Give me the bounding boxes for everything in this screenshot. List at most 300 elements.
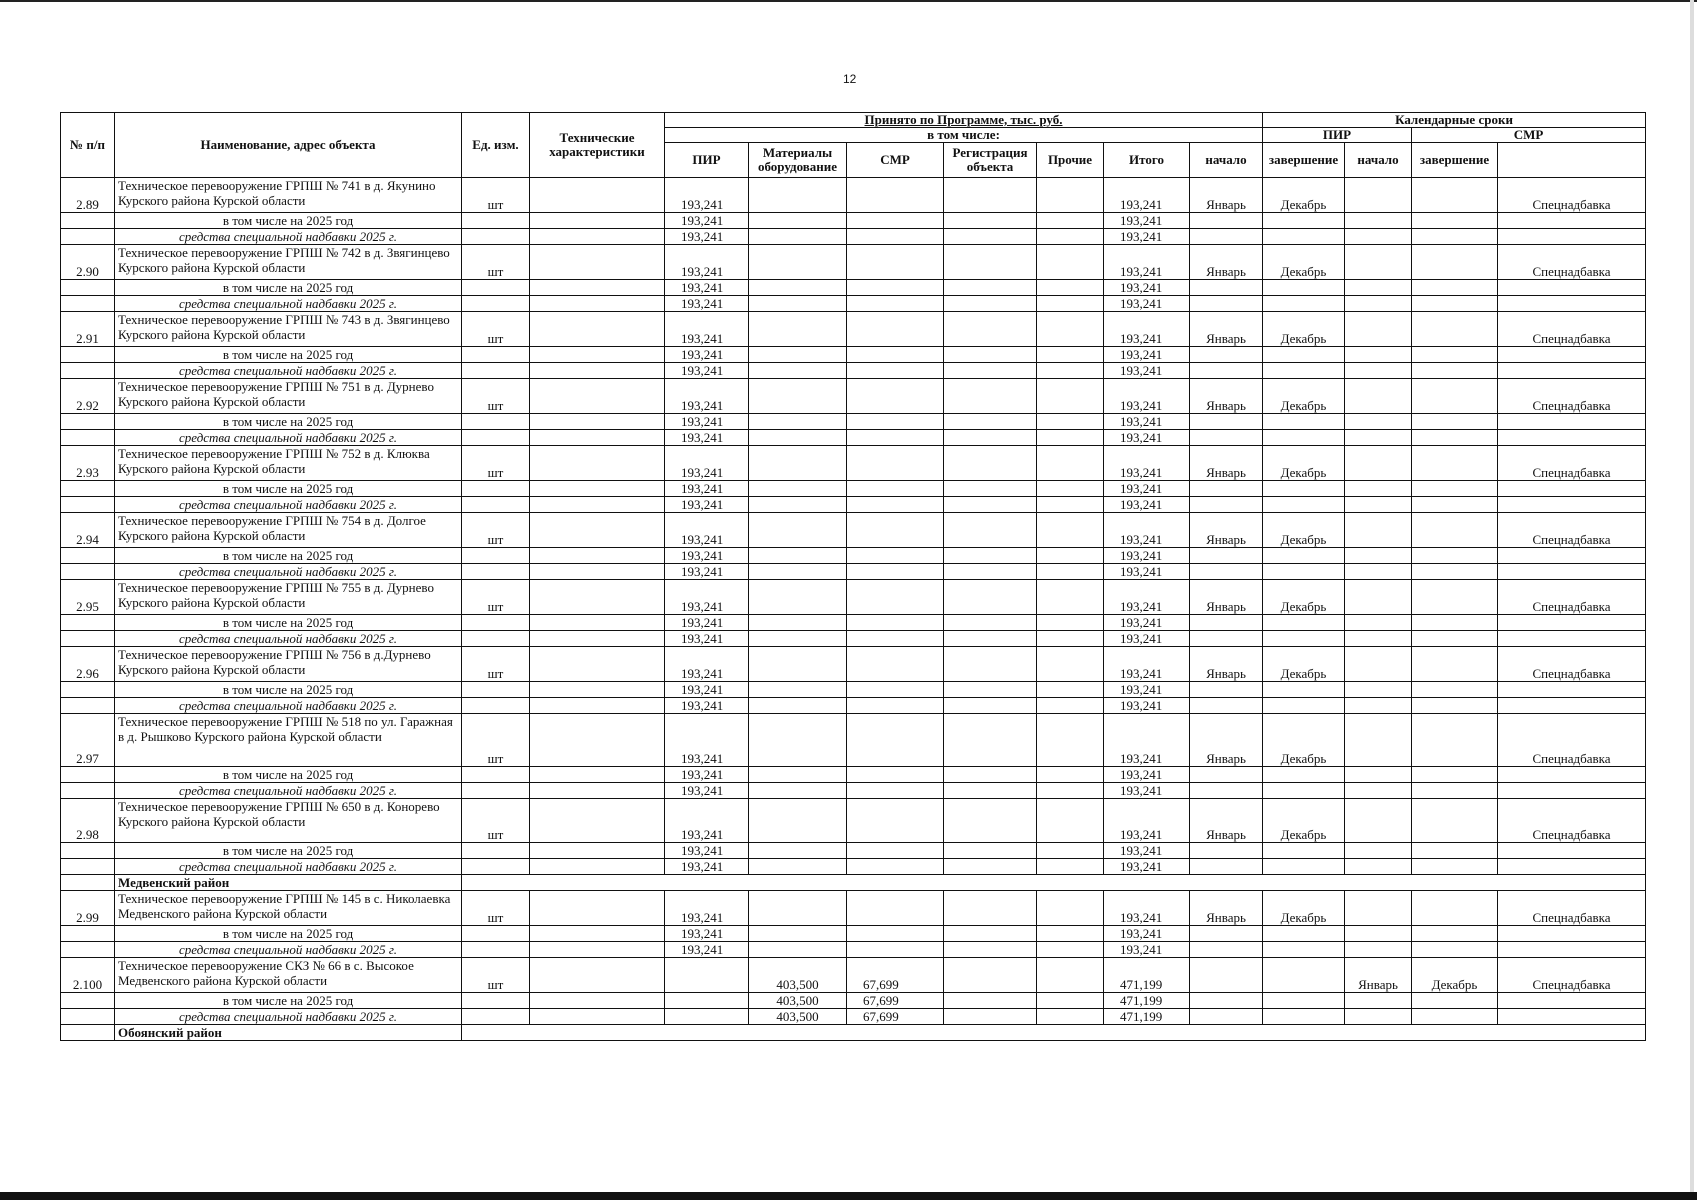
total-value: 193,241 [1104, 564, 1190, 580]
registration-value [944, 843, 1037, 859]
total-value: 193,241 [1104, 178, 1190, 213]
unit [462, 1009, 530, 1025]
unit [462, 280, 530, 296]
smr-end [1412, 229, 1498, 245]
other-value [1037, 213, 1104, 229]
registration-value [944, 497, 1037, 513]
materials-value: 403,500 [749, 993, 847, 1009]
funding-source: Спецнадбавка [1498, 580, 1646, 615]
other-value [1037, 714, 1104, 767]
row-num: 2.89 [61, 178, 115, 213]
other-value [1037, 615, 1104, 631]
pir-value: 193,241 [665, 430, 749, 446]
smr-end [1412, 363, 1498, 379]
header-registration: Регистрация объекта [944, 143, 1037, 178]
total-value: 193,241 [1104, 783, 1190, 799]
funding-source [1498, 548, 1646, 564]
smr-value [847, 213, 944, 229]
smr-start [1345, 312, 1412, 347]
smr-start [1345, 615, 1412, 631]
unit: шт [462, 245, 530, 280]
other-value [1037, 767, 1104, 783]
pir-end [1263, 347, 1345, 363]
pir-start: Январь [1190, 312, 1263, 347]
pir-value [665, 958, 749, 993]
registration-value [944, 312, 1037, 347]
row-num [61, 698, 115, 714]
pir-start: Январь [1190, 580, 1263, 615]
pir-value: 193,241 [665, 682, 749, 698]
smr-value [847, 564, 944, 580]
special-funds-label: средства специальной надбавки 2025 г. [115, 783, 462, 799]
tech-characteristics [530, 615, 665, 631]
total-value: 471,199 [1104, 1009, 1190, 1025]
smr-end [1412, 1009, 1498, 1025]
row-num [61, 229, 115, 245]
smr-end [1412, 178, 1498, 213]
pir-end [1263, 682, 1345, 698]
smr-end [1412, 430, 1498, 446]
row-num [61, 615, 115, 631]
other-value [1037, 698, 1104, 714]
funding-source [1498, 942, 1646, 958]
pir-start [1190, 615, 1263, 631]
tech-characteristics [530, 564, 665, 580]
pir-end [1263, 280, 1345, 296]
tech-characteristics [530, 296, 665, 312]
unit: шт [462, 958, 530, 993]
smr-start [1345, 414, 1412, 430]
smr-end [1412, 843, 1498, 859]
total-value: 193,241 [1104, 379, 1190, 414]
smr-value [847, 178, 944, 213]
special-funds-label: средства специальной надбавки 2025 г. [115, 859, 462, 875]
unit [462, 229, 530, 245]
unit [462, 843, 530, 859]
header-smr-start: начало [1345, 143, 1412, 178]
total-value: 193,241 [1104, 891, 1190, 926]
materials-value [749, 513, 847, 548]
pir-start [1190, 296, 1263, 312]
table-row-year [61, 280, 1646, 296]
district-filler [462, 875, 1646, 891]
smr-value [847, 513, 944, 548]
registration-value [944, 280, 1037, 296]
object-name: Техническое перевооружение ГРПШ № 743 в д. Звягинцево Курского района Курской области [115, 312, 462, 347]
smr-value [847, 430, 944, 446]
table-row-special [61, 698, 1646, 714]
special-funds-label: средства специальной надбавки 2025 г. [115, 942, 462, 958]
table-row-item [61, 446, 1646, 481]
tech-characteristics [530, 993, 665, 1009]
materials-value: 403,500 [749, 1009, 847, 1025]
other-value [1037, 647, 1104, 682]
other-value [1037, 296, 1104, 312]
tech-characteristics [530, 1009, 665, 1025]
registration-value [944, 580, 1037, 615]
smr-start [1345, 926, 1412, 942]
pir-start: Январь [1190, 714, 1263, 767]
object-name: Техническое перевооружение ГРПШ № 518 по ул. Гаражная в д. Рышково Курского района Курской области [115, 714, 462, 767]
pir-value: 193,241 [665, 647, 749, 682]
registration-value [944, 363, 1037, 379]
row-num [61, 993, 115, 1009]
table-row-item [61, 580, 1646, 615]
other-value [1037, 580, 1104, 615]
table-row-special [61, 430, 1646, 446]
materials-value [749, 564, 847, 580]
smr-end [1412, 682, 1498, 698]
funding-source [1498, 213, 1646, 229]
object-name: Техническое перевооружение ГРПШ № 741 в д. Якунино Курского района Курской области [115, 178, 462, 213]
row-num: 2.100 [61, 958, 115, 993]
tech-characteristics [530, 245, 665, 280]
table-row-special [61, 631, 1646, 647]
smr-value [847, 229, 944, 245]
unit [462, 783, 530, 799]
smr-end [1412, 481, 1498, 497]
pir-start [1190, 414, 1263, 430]
unit [462, 942, 530, 958]
pir-end: Декабрь [1263, 647, 1345, 682]
object-name: Техническое перевооружение ГРПШ № 145 в с. Николаевка Медвенского района Курской области [115, 891, 462, 926]
smr-value [847, 363, 944, 379]
smr-start [1345, 379, 1412, 414]
year-label: в том числе на 2025 год [115, 615, 462, 631]
materials-value [749, 548, 847, 564]
smr-end [1412, 926, 1498, 942]
smr-value [847, 647, 944, 682]
district-filler [462, 1025, 1646, 1041]
registration-value [944, 926, 1037, 942]
pir-start [1190, 698, 1263, 714]
funding-source [1498, 481, 1646, 497]
tech-characteristics [530, 799, 665, 843]
total-value: 193,241 [1104, 347, 1190, 363]
table-row-district [61, 875, 1646, 891]
registration-value [944, 430, 1037, 446]
pir-start [1190, 564, 1263, 580]
pir-start [1190, 993, 1263, 1009]
table-row-item [61, 178, 1646, 213]
pir-start: Январь [1190, 379, 1263, 414]
pir-value: 193,241 [665, 178, 749, 213]
funding-source: Спецнадбавка [1498, 312, 1646, 347]
funding-source [1498, 843, 1646, 859]
pir-start: Январь [1190, 178, 1263, 213]
year-label: в том числе на 2025 год [115, 481, 462, 497]
tech-characteristics [530, 647, 665, 682]
total-value: 193,241 [1104, 942, 1190, 958]
pir-start [1190, 926, 1263, 942]
registration-value [944, 714, 1037, 767]
pir-end: Декабрь [1263, 799, 1345, 843]
pir-end [1263, 698, 1345, 714]
funding-source [1498, 414, 1646, 430]
smr-start [1345, 698, 1412, 714]
header-num: № п/п [61, 113, 115, 178]
row-num: 2.95 [61, 580, 115, 615]
row-num [61, 859, 115, 875]
program-table [60, 112, 1646, 1041]
materials-value [749, 926, 847, 942]
smr-start [1345, 647, 1412, 682]
other-value [1037, 379, 1104, 414]
tech-characteristics [530, 312, 665, 347]
smr-end [1412, 414, 1498, 430]
registration-value [944, 767, 1037, 783]
smr-start [1345, 497, 1412, 513]
header-program: Принято по Программе, тыс. руб. [665, 113, 1263, 128]
unit: шт [462, 178, 530, 213]
registration-value [944, 446, 1037, 481]
registration-value [944, 859, 1037, 875]
row-num [61, 548, 115, 564]
row-num [61, 942, 115, 958]
year-label: в том числе на 2025 год [115, 548, 462, 564]
funding-source: Спецнадбавка [1498, 178, 1646, 213]
table-row-district [61, 1025, 1646, 1041]
materials-value [749, 647, 847, 682]
materials-value [749, 229, 847, 245]
other-value [1037, 564, 1104, 580]
table-row-year [61, 682, 1646, 698]
pir-start: Январь [1190, 513, 1263, 548]
special-funds-label: средства специальной надбавки 2025 г. [115, 296, 462, 312]
tech-characteristics [530, 280, 665, 296]
materials-value [749, 859, 847, 875]
total-value: 193,241 [1104, 698, 1190, 714]
pir-value: 193,241 [665, 245, 749, 280]
smr-start [1345, 481, 1412, 497]
smr-end [1412, 993, 1498, 1009]
pir-start [1190, 942, 1263, 958]
row-num [61, 363, 115, 379]
pir-start: Январь [1190, 799, 1263, 843]
table-row-item [61, 958, 1646, 993]
pir-value: 193,241 [665, 363, 749, 379]
total-value: 193,241 [1104, 859, 1190, 875]
registration-value [944, 178, 1037, 213]
pir-value: 193,241 [665, 891, 749, 926]
tech-characteristics [530, 548, 665, 564]
smr-end [1412, 312, 1498, 347]
pir-end [1263, 414, 1345, 430]
total-value: 193,241 [1104, 926, 1190, 942]
unit [462, 347, 530, 363]
smr-start [1345, 942, 1412, 958]
other-value [1037, 513, 1104, 548]
smr-start [1345, 859, 1412, 875]
pir-start [1190, 280, 1263, 296]
smr-value [847, 548, 944, 564]
smr-start [1345, 280, 1412, 296]
table-header [61, 113, 1646, 178]
header-including: в том числе: [665, 128, 1263, 143]
smr-value [847, 497, 944, 513]
row-num [61, 296, 115, 312]
row-num [61, 497, 115, 513]
row-num: 2.93 [61, 446, 115, 481]
table-row-item [61, 245, 1646, 280]
funding-source [1498, 296, 1646, 312]
funding-source: Спецнадбавка [1498, 799, 1646, 843]
special-funds-label: средства специальной надбавки 2025 г. [115, 631, 462, 647]
smr-start [1345, 245, 1412, 280]
funding-source [1498, 347, 1646, 363]
row-num: 2.90 [61, 245, 115, 280]
tech-characteristics [530, 891, 665, 926]
table-row-special [61, 564, 1646, 580]
pir-end [1263, 942, 1345, 958]
row-num [61, 347, 115, 363]
unit: шт [462, 891, 530, 926]
unit [462, 993, 530, 1009]
table-row-year [61, 481, 1646, 497]
unit: шт [462, 714, 530, 767]
unit [462, 363, 530, 379]
funding-source [1498, 767, 1646, 783]
smr-end [1412, 859, 1498, 875]
smr-end [1412, 245, 1498, 280]
pir-start: Январь [1190, 245, 1263, 280]
unit: шт [462, 647, 530, 682]
pir-start [1190, 548, 1263, 564]
object-name: Техническое перевооружение ГРПШ № 742 в д. Звягинцево Курского района Курской области [115, 245, 462, 280]
pir-end [1263, 1009, 1345, 1025]
smr-value [847, 296, 944, 312]
smr-start [1345, 564, 1412, 580]
pir-value: 193,241 [665, 513, 749, 548]
other-value [1037, 178, 1104, 213]
tech-characteristics [530, 682, 665, 698]
unit: шт [462, 446, 530, 481]
pir-end: Декабрь [1263, 312, 1345, 347]
row-num [61, 280, 115, 296]
header-smr-end: завершение [1412, 143, 1498, 178]
table-row-year [61, 767, 1646, 783]
total-value: 193,241 [1104, 430, 1190, 446]
special-funds-label: средства специальной надбавки 2025 г. [115, 363, 462, 379]
header-name: Наименование, адрес объекта [115, 113, 462, 178]
unit [462, 615, 530, 631]
smr-end [1412, 698, 1498, 714]
pir-value: 193,241 [665, 548, 749, 564]
row-num: 2.92 [61, 379, 115, 414]
funding-source: Спецнадбавка [1498, 513, 1646, 548]
pir-start [1190, 363, 1263, 379]
other-value [1037, 1009, 1104, 1025]
materials-value [749, 843, 847, 859]
pir-value: 193,241 [665, 859, 749, 875]
smr-value [847, 312, 944, 347]
smr-value [847, 942, 944, 958]
district-name: Обоянский район [115, 1025, 462, 1041]
tech-characteristics [530, 767, 665, 783]
materials-value [749, 714, 847, 767]
tech-characteristics [530, 414, 665, 430]
object-name: Техническое перевооружение ГРПШ № 751 в д. Дурнево Курского района Курской области [115, 379, 462, 414]
smr-start [1345, 891, 1412, 926]
table-row-year [61, 213, 1646, 229]
table-row-item [61, 714, 1646, 767]
tech-characteristics [530, 481, 665, 497]
pir-value: 193,241 [665, 767, 749, 783]
funding-source [1498, 229, 1646, 245]
pir-value: 193,241 [665, 843, 749, 859]
row-num [61, 430, 115, 446]
materials-value [749, 767, 847, 783]
table-row-special [61, 497, 1646, 513]
registration-value [944, 1009, 1037, 1025]
unit [462, 564, 530, 580]
total-value: 193,241 [1104, 497, 1190, 513]
smr-end [1412, 580, 1498, 615]
row-num: 2.98 [61, 799, 115, 843]
smr-value [847, 682, 944, 698]
funding-source: Спецнадбавка [1498, 714, 1646, 767]
funding-source [1498, 430, 1646, 446]
other-value [1037, 843, 1104, 859]
other-value [1037, 497, 1104, 513]
header-calendar: Календарные сроки [1263, 113, 1646, 128]
header-unit: Ед. изм. [462, 113, 530, 178]
row-num [61, 767, 115, 783]
unit [462, 926, 530, 942]
smr-value [847, 280, 944, 296]
pir-start [1190, 682, 1263, 698]
funding-source: Спецнадбавка [1498, 647, 1646, 682]
smr-end [1412, 767, 1498, 783]
unit [462, 631, 530, 647]
pir-start [1190, 497, 1263, 513]
pir-end [1263, 615, 1345, 631]
registration-value [944, 615, 1037, 631]
other-value [1037, 891, 1104, 926]
pir-end: Декабрь [1263, 245, 1345, 280]
scan-edge-top [0, 0, 1697, 2]
special-funds-label: средства специальной надбавки 2025 г. [115, 698, 462, 714]
header-total: Итого [1104, 143, 1190, 178]
materials-value [749, 615, 847, 631]
row-num: 2.99 [61, 891, 115, 926]
tech-characteristics [530, 213, 665, 229]
smr-start [1345, 580, 1412, 615]
smr-end [1412, 564, 1498, 580]
smr-end [1412, 631, 1498, 647]
pir-start: Январь [1190, 446, 1263, 481]
pir-end [1263, 548, 1345, 564]
row-num: 2.94 [61, 513, 115, 548]
total-value: 193,241 [1104, 580, 1190, 615]
row-num [61, 213, 115, 229]
pir-start [1190, 430, 1263, 446]
row-num [61, 783, 115, 799]
funding-source [1498, 926, 1646, 942]
pir-value: 193,241 [665, 497, 749, 513]
smr-start [1345, 548, 1412, 564]
pir-value: 193,241 [665, 942, 749, 958]
pir-end [1263, 213, 1345, 229]
tech-characteristics [530, 698, 665, 714]
smr-value [847, 347, 944, 363]
other-value [1037, 783, 1104, 799]
row-num [61, 843, 115, 859]
unit: шт [462, 580, 530, 615]
other-value [1037, 682, 1104, 698]
table-row-special [61, 363, 1646, 379]
smr-value [847, 245, 944, 280]
